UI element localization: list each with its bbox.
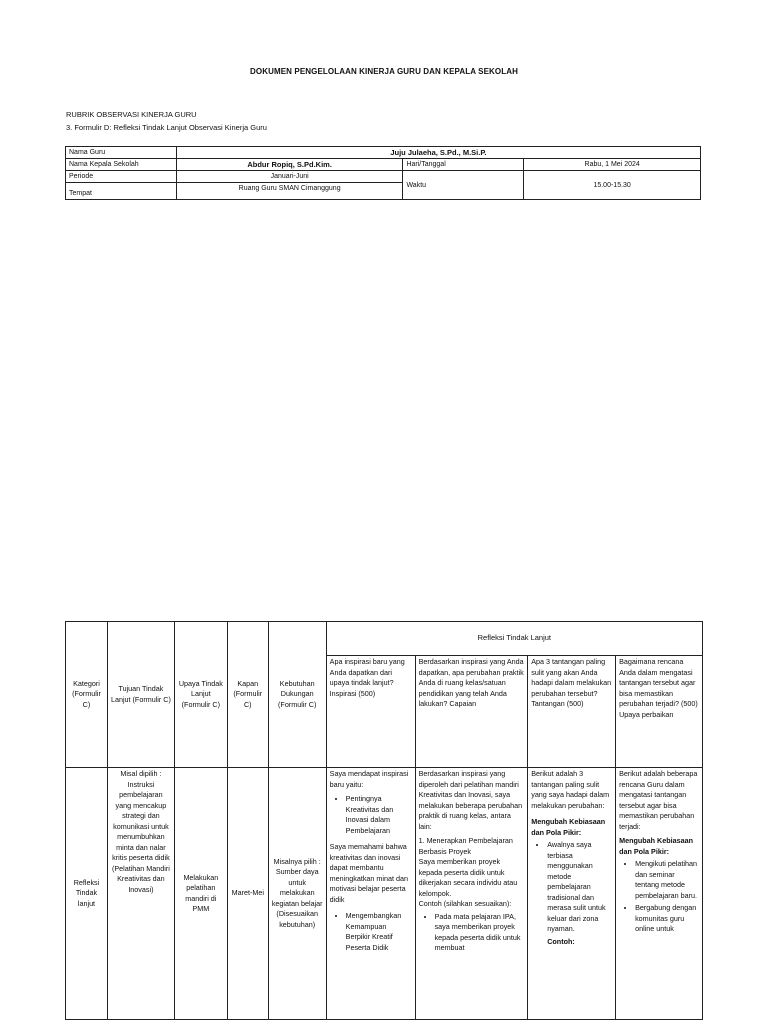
inspirasi-bullet-2: • Mengembangkan Kemampuan Berpikir Kreatif Peserta Didik: [346, 911, 412, 953]
document-title: DOKUMEN PENGELOLAAN KINERJA GURU DAN KEPALA SEKOLAH: [250, 67, 518, 76]
row-kapan: Maret-Mei: [227, 768, 268, 1020]
row-upaya-perbaikan: [616, 768, 703, 1020]
header-upaya: Upaya Tindak Lanjut (Formulir C): [174, 622, 227, 768]
row-kebutuhan: Misalnya pilih : Sumber daya untuk melakukan kegiatan belajar (Disesuaikan kebutuhan): [268, 768, 326, 1020]
header-tujuan: Tujuan Tindak Lanjut (Formulir C): [107, 622, 174, 768]
hari-value: Rabu, 1 Mei 2024: [524, 159, 701, 171]
row-kategori: Refleksi Tindak lanjut: [66, 768, 108, 1020]
kepala-label: Nama Kepala Sekolah: [66, 159, 177, 171]
row-tujuan: Misal dipilih : Instruksi pembelajaran yang mencakup strategi dan komunikasi untuk menumbuhkan minta dan nalar kritis peserta didik (Pelatihan Mandiri Kreativitas dan Inovasi): [107, 768, 174, 1020]
hari-label: Hari/Tanggal: [403, 159, 524, 171]
row-tantangan: [528, 768, 616, 1020]
header-q4: Bagaimana rencana Anda dalam mengatasi tantangan tersebut agar bisa memastikan perubahan terjadi? (500) Upaya perbaikan: [616, 656, 703, 768]
inspirasi-bullet-1: • Pentingnya Kreativitas dan Inovasi dalam Pembelajaran: [346, 794, 412, 836]
header-q3: Apa 3 tantangan paling sulit yang akan Anda hadapi dalam melakukan perubahan tersebut? Tantangan (500): [528, 656, 616, 768]
header-q2: Berdasarkan inspirasi yang Anda dapatkan, apa perubahan praktik Anda di ruang kelas/satuan pendidikan yang telah Anda lakukan? Capaian: [415, 656, 528, 768]
rubric-title: RUBRIK OBSERVASI KINERJA GURU: [66, 110, 197, 119]
tempat-label: Tempat: [66, 183, 177, 200]
waktu-value: 15.00-15.30: [524, 171, 701, 200]
header-q1: Apa inspirasi baru yang Anda dapatkan dari upaya tindak lanjut? Inspirasi (500): [326, 656, 415, 768]
row-capaian: [415, 768, 528, 1020]
header-kapan: Kapan (Formulir C): [227, 622, 268, 768]
tantangan-bullet-1: • Awalnya saya terbiasa menggunakan metode pembelajaran tradisional dan merasa sulit untuk keluar dari zona nyaman.: [547, 840, 612, 935]
tantangan-contoh: Contoh:: [547, 936, 575, 946]
kepala-value: Abdur Ropiq, S.Pd.Kim.: [176, 159, 403, 171]
periode-label: Periode: [66, 171, 177, 183]
capaian-intro: Berdasarkan inspirasi yang diperoleh dari pelatihan mandiri Kreativitas dan Inovasi, saya melakukan beberapa perubahan praktik di ruang kelas, antara lain:: [418, 769, 523, 831]
tempat-value: Ruang Guru SMAN Cimanggung: [176, 183, 403, 200]
capaian-paragraph: Saya memberikan proyek kepada peserta didik untuk dikerjakan secara individu atau kelompok.: [418, 857, 518, 898]
nama-guru-value: Juju Julaeha, S.Pd., M.Si.P.: [176, 147, 700, 159]
refleksi-table: [65, 621, 703, 1020]
inspirasi-paragraph: Saya memahami bahwa kreativitas dan inovasi dapat membantu meningkatkan minat dan motivasi belajar peserta didik: [329, 842, 408, 904]
capaian-bullet-1: • Pada mata pelajaran IPA, saya memberikan proyek kepada peserta didik untuk membuat: [435, 912, 525, 954]
tantangan-heading: Mengubah Kebiasaan dan Pola Pikir:: [531, 817, 606, 837]
perbaikan-bullet-1: • Mengikuti pelatihan dan seminar tentang metode pembelajaran baru.: [635, 859, 699, 901]
perbaikan-intro: Berikut adalah beberapa rencana Guru dalam mengatasi tantangan tersebut agar bisa memastikan perubahan terjadi:: [619, 769, 698, 831]
row-inspirasi: [326, 768, 415, 1020]
header-refleksi: Refleksi Tindak Lanjut: [326, 622, 702, 656]
perbaikan-heading: Mengubah Kebiasaan dan Pola Pikir:: [619, 836, 693, 856]
nama-guru-label: Nama Guru: [66, 147, 177, 159]
info-table: [65, 146, 701, 200]
row-upaya: Melakukan pelatihan mandiri di PMM: [174, 768, 227, 1020]
header-kategori: Kategori (Formulir C): [66, 622, 108, 768]
header-kebutuhan: Kebutuhan Dukungan (Formulir C): [268, 622, 326, 768]
tantangan-intro: Berikut adalah 3 tantangan paling sulit yang saya hadapi dalam melakukan perubahan:: [531, 769, 610, 810]
form-title: 3. Formulir D: Refleksi Tindak Lanjut Observasi Kinerja Guru: [66, 123, 267, 132]
periode-value: Januari-Juni: [176, 171, 403, 183]
waktu-label: Waktu: [403, 171, 524, 200]
capaian-contoh: Contoh (silahkan sesuaikan):: [418, 899, 512, 908]
perbaikan-bullet-2: • Bergabung dengan komunitas guru online untuk: [635, 903, 699, 935]
capaian-item-1: 1. Menerapkan Pembelajaran Berbasis Proyek: [418, 836, 513, 856]
inspirasi-intro: Saya mendapat inspirasi baru yaitu:: [329, 769, 409, 789]
